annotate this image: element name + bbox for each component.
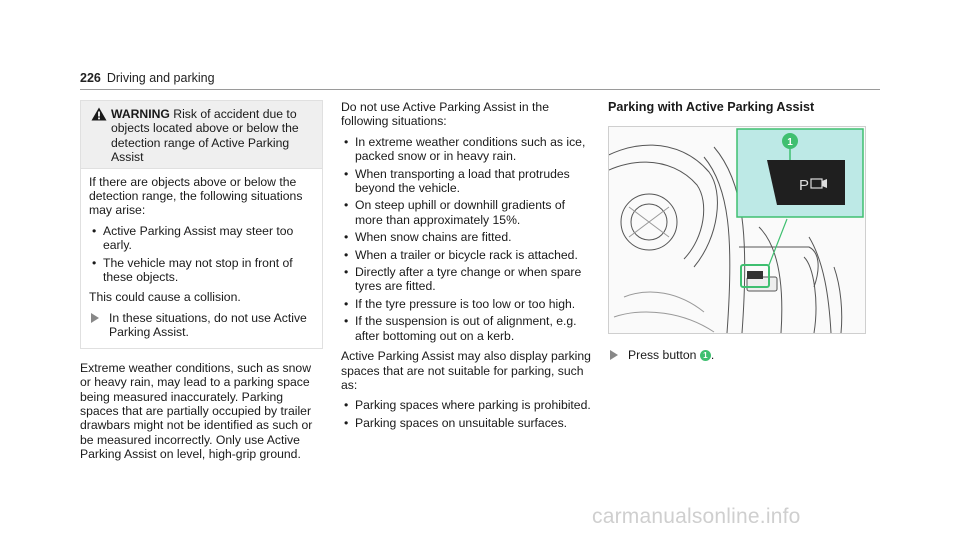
warning-triangle-icon <box>91 107 107 121</box>
weather-paragraph: Extreme weather conditions, such as snow or heavy rain, may lead to a parking space being measured inaccurately. Parking spaces that are partially occupied by trailer drawbars might not be identified as such or be measured incorrectly. Only use Active Parking Assist on level, high-grip ground. <box>80 360 313 462</box>
watermark: carmanualsonline.info <box>592 505 801 528</box>
callout-number: 1 <box>787 137 793 149</box>
parking-button-symbol: P <box>799 177 810 195</box>
list-item: • If the tyre pressure is too low or too high. <box>341 297 596 311</box>
list-item: • When snow chains are fitted. <box>341 230 596 244</box>
console-illustration <box>608 126 866 334</box>
column-left <box>80 100 323 468</box>
header-divider <box>80 89 880 90</box>
step-text: Press button <box>628 348 697 363</box>
step-callout-badge: 1 <box>700 350 711 361</box>
column-right <box>608 100 866 363</box>
warning-label: WARNING <box>111 107 170 121</box>
warning-body <box>81 168 322 348</box>
page-header <box>80 71 215 85</box>
step-end: . <box>710 348 715 363</box>
warning-list <box>89 224 314 285</box>
list-item: • In extreme weather conditions such as ice, packed snow or in heavy rain. <box>341 135 596 164</box>
list-item: • If the suspension is out of alignment, e.g. after bottoming out on a kerb. <box>341 314 596 343</box>
center-console-drawing <box>609 127 865 333</box>
list-item: • On steep uphill or downhill gradients of more than approximately 15%. <box>341 198 596 227</box>
warning-box <box>80 100 323 349</box>
list-item: • The vehicle may not stop in front of these objects. <box>89 256 314 285</box>
page-number: 226 <box>80 71 101 85</box>
restrictions-list <box>341 135 596 343</box>
list-item: • When a trailer or bicycle rack is attached. <box>341 248 596 262</box>
warning-header <box>81 101 322 168</box>
list-item: • Directly after a tyre change or when spare tyres are fitted. <box>341 265 596 294</box>
restrictions-intro: Do not use Active Parking Assist in the following situations: <box>341 100 549 129</box>
warning-intro: If there are objects above or below the detection range, the following situations may arise: <box>89 174 303 218</box>
section-heading: Parking with Active Parking Assist <box>608 100 815 114</box>
step-arrow-icon <box>610 350 618 360</box>
step-arrow-icon <box>91 313 99 323</box>
list-item: • When transporting a load that protrudes beyond the vehicle. <box>341 167 596 196</box>
list-item: • Parking spaces where parking is prohibited. <box>341 398 596 412</box>
warning-action: In these situations, do not use Active Parking Assist. <box>109 310 307 340</box>
press-button-step <box>608 348 866 362</box>
unsuitable-intro: Active Parking Assist may also display parking spaces that are not suitable for parking, such as: <box>341 349 591 392</box>
list-item: • Parking spaces on unsuitable surfaces. <box>341 416 596 430</box>
warning-title: Risk of accident due to objects located above or below the detection range of Active Parking Assist <box>111 107 299 165</box>
column-middle <box>341 100 596 436</box>
warning-consequence: This could cause a collision. <box>89 290 241 305</box>
list-item: • Active Parking Assist may steer too early. <box>89 224 314 253</box>
unsuitable-list <box>341 398 596 430</box>
warning-action-step <box>89 311 314 340</box>
section-title: Driving and parking <box>106 71 215 85</box>
